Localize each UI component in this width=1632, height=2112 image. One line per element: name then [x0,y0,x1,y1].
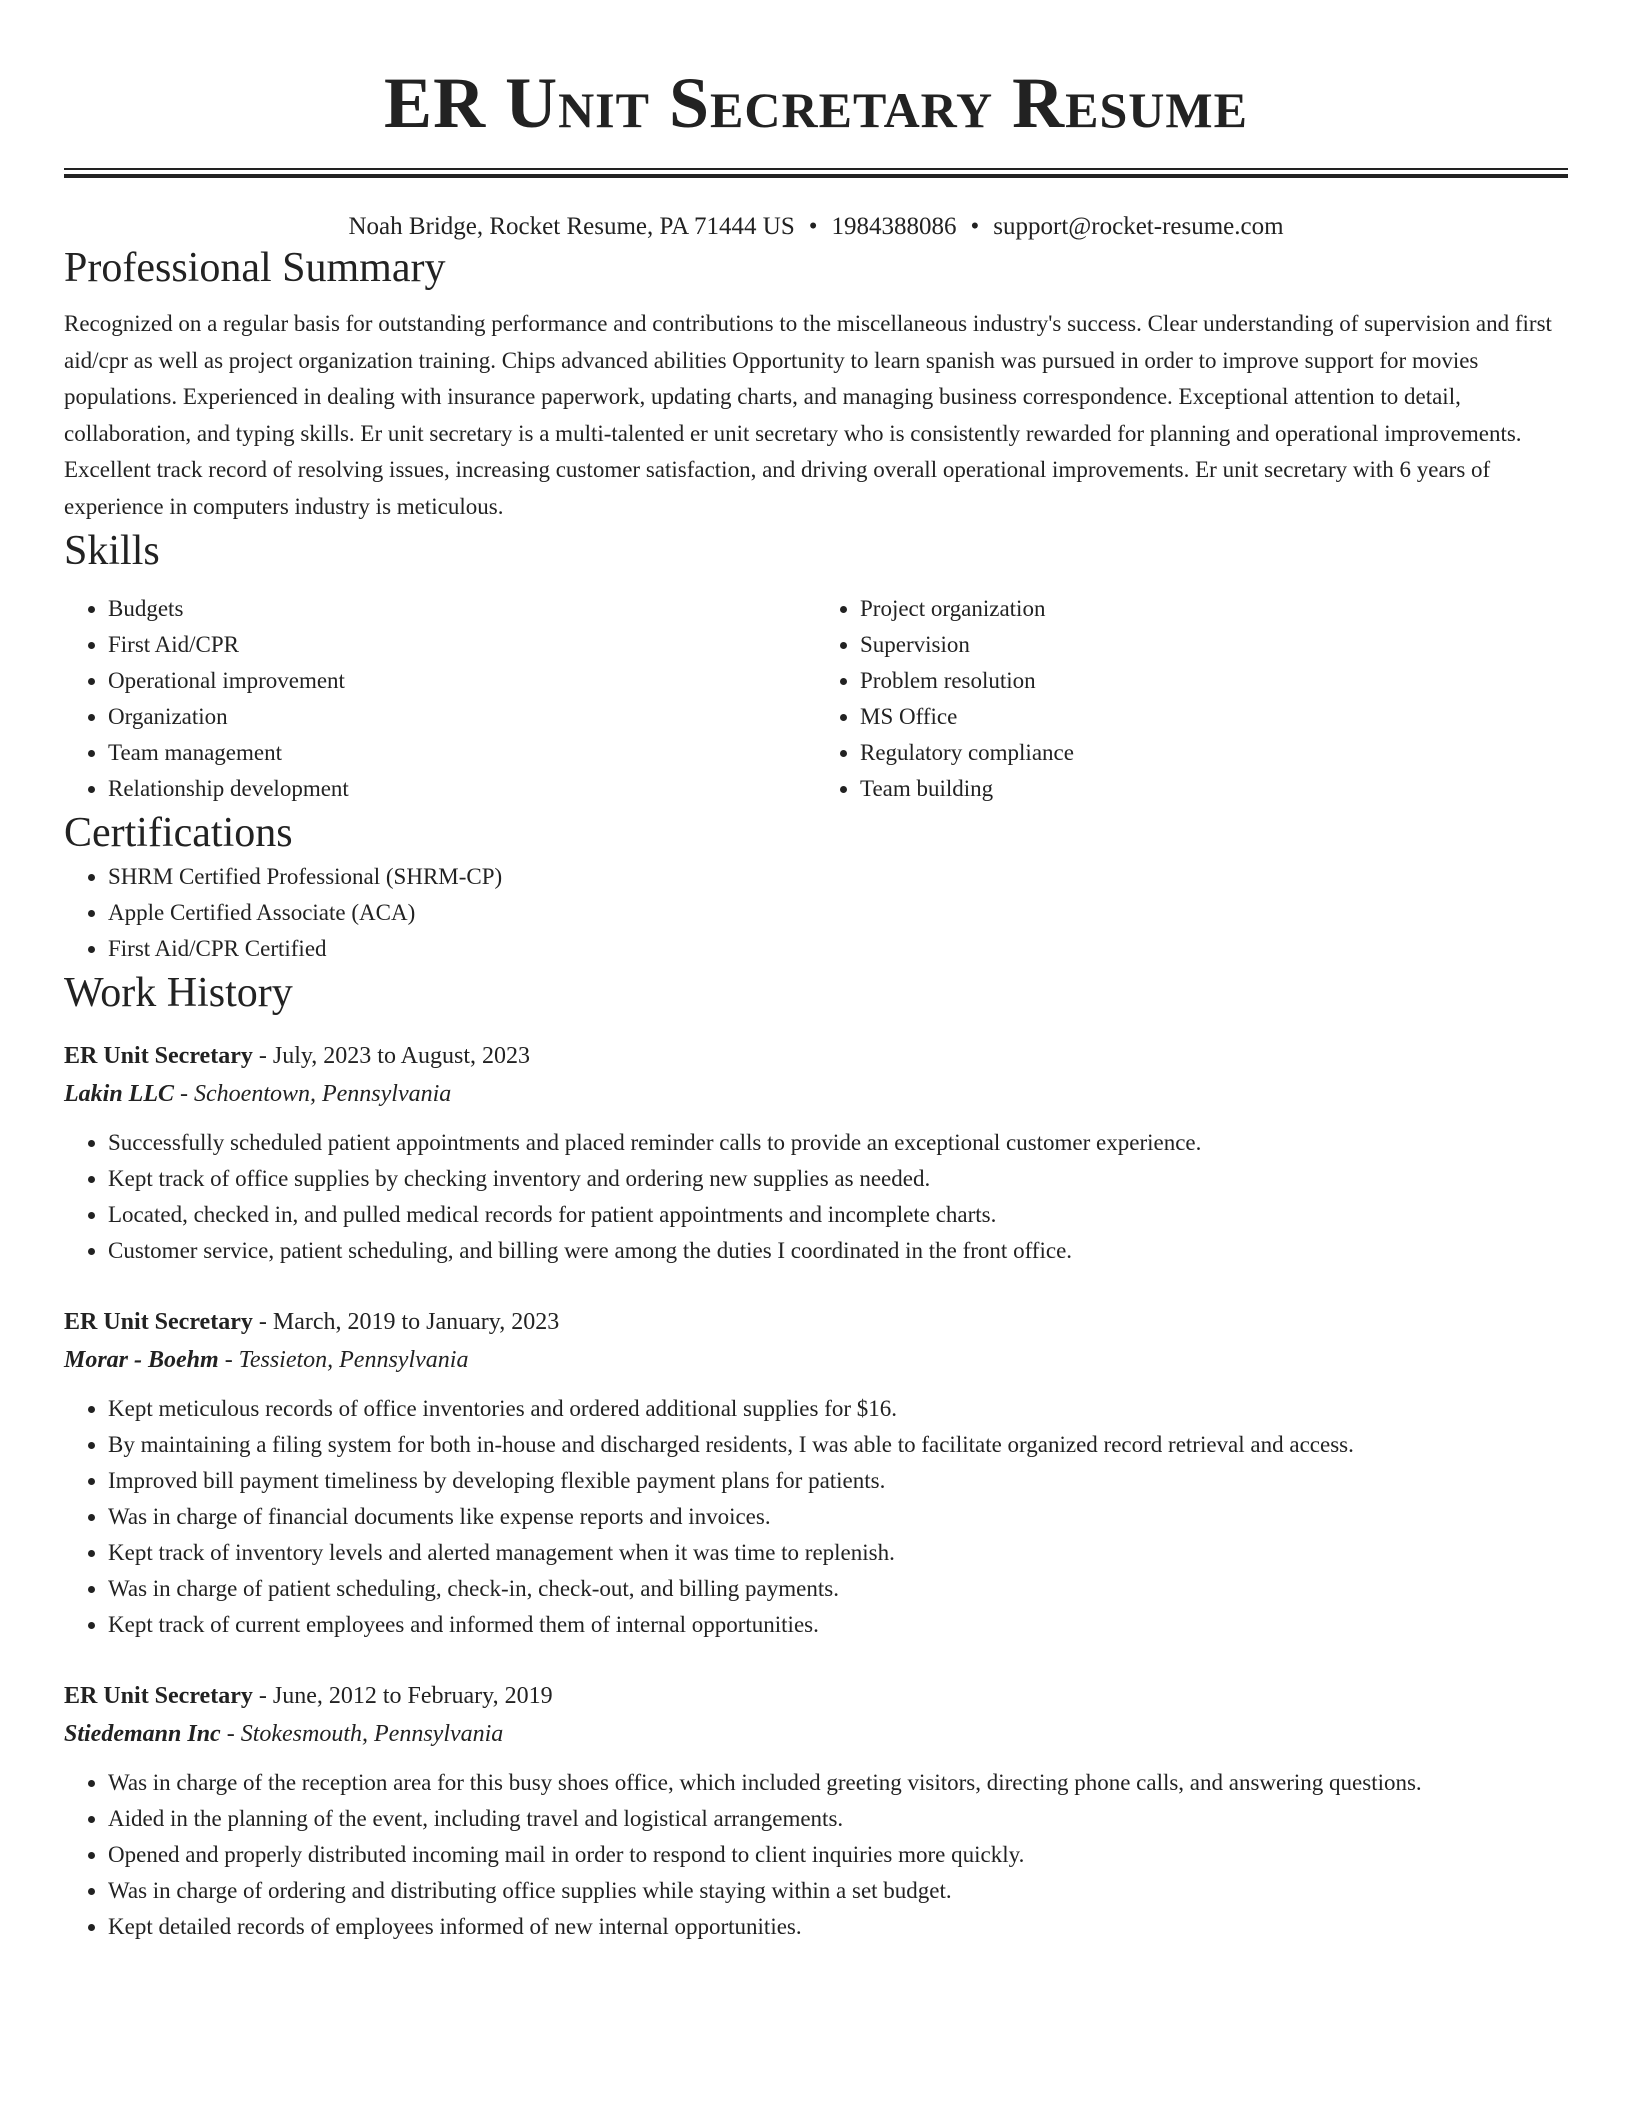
contact-line [64,212,1568,242]
skill-item: • Operational improvement [108,663,816,699]
job-title-line [64,1303,1568,1341]
certification-item: • Apple Certified Associate (ACA) [108,895,1568,931]
certifications-list [64,859,1568,967]
job-dates: - March, 2019 to January, 2023 [252,1309,560,1335]
company-location: - Schoentown, Pennsylvania [174,1081,452,1107]
job-bullet: • Was in charge of patient scheduling, check-in, check-out, and billing payments. [108,1571,1568,1607]
job-bullet: • Kept track of inventory levels and alerted management when it was time to replenish. [108,1535,1568,1571]
company-line [64,1341,1568,1379]
job-bullet: • Kept detailed records of employees informed of new internal opportunities. [108,1909,1568,1945]
skill-item: • MS Office [860,699,1568,735]
skills-list-right [816,591,1568,807]
job-bullets [64,1765,1568,1945]
summary-text: Recognized on a regular basis for outstanding performance and contributions to the miscellaneous industry's success. Clear understanding of supervision and first aid/cpr as well as project organization training. Chips advanced abilities Opportunity to learn spanish was pursued in order to improve support for movies populations. Experienced in dealing with insurance paperwork, updating charts, and managing business correspondence. Exceptional attention to detail, collaboration, and typing skills. Er unit secretary is a multi-talented er unit secretary who is consistently rewarded for planning and operational improvements. Excellent track record of resolving issues, increasing customer satisfaction, and driving overall operational improvements. Er unit secretary with 6 years of experience in computers industry is meticulous. [64,311,1552,519]
skill-item: • Team building [860,771,1568,807]
job-title: ER Unit Secretary [64,1683,253,1709]
skill-item: • Project organization [860,591,1568,627]
skill-item: • Regulatory compliance [860,735,1568,771]
job-bullet: • Opened and properly distributed incoming mail in order to respond to client inquiries more quickly. [108,1837,1568,1873]
skill-item: • First Aid/CPR [108,627,816,663]
skills-list-left [64,591,816,807]
certifications-heading: Certifications [64,810,293,856]
job-bullet: • Successfully scheduled patient appointments and placed reminder calls to provide an exceptional customer experience. [108,1125,1568,1161]
job-bullet: • Aided in the planning of the event, including travel and logistical arrangements. [108,1801,1568,1837]
job-bullet: • Customer service, patient scheduling, and billing were among the duties I coordinated in the front office. [108,1233,1568,1269]
company-line [64,1715,1568,1753]
job-bullet: • Was in charge of ordering and distributing office supplies while staying within a set budget. [108,1873,1568,1909]
job-entry [64,1677,1568,1945]
skill-item: • Budgets [108,591,816,627]
job-bullet: • Kept meticulous records of office inventories and ordered additional supplies for $16. [108,1391,1568,1427]
company-name: Stiedemann Inc [64,1721,221,1747]
contact-separator: • [970,213,980,240]
job-bullet: • Was in charge of financial documents like expense reports and invoices. [108,1499,1568,1535]
job-bullet: • Improved bill payment timeliness by developing flexible payment plans for patients. [108,1463,1568,1499]
job-entry [64,1037,1568,1269]
skill-item: • Team management [108,735,816,771]
title-divider [64,168,1568,178]
certification-item: • SHRM Certified Professional (SHRM-CP) [108,859,1568,895]
summary-heading: Professional Summary [64,245,446,291]
contact-phone: 1984388086 [831,213,957,240]
job-dates: - June, 2012 to February, 2019 [252,1683,553,1709]
job-bullet: • Was in charge of the reception area for this busy shoes office, which included greeting visitors, directing phone calls, and answering questions. [108,1765,1568,1801]
company-location: - Tessieton, Pennsylvania [218,1347,469,1373]
skill-item: • Organization [108,699,816,735]
job-bullet: • Kept track of office supplies by checking inventory and ordering new supplies as needed. [108,1161,1568,1197]
job-title-line [64,1037,1568,1075]
company-name: Lakin LLC [64,1081,175,1107]
contact-address: Noah Bridge, Rocket Resume, PA 71444 US [348,213,795,240]
job-title-line [64,1677,1568,1715]
skills-columns [64,591,1568,807]
job-entry [64,1303,1568,1643]
job-bullet: • Kept track of current employees and informed them of internal opportunities. [108,1607,1568,1643]
skill-item: • Relationship development [108,771,816,807]
contact-email: support@rocket-resume.com [993,213,1284,240]
company-line [64,1075,1568,1113]
skill-item: • Supervision [860,627,1568,663]
job-title: ER Unit Secretary [64,1309,253,1335]
resume-title: ER Unit Secretary Resume [384,63,1248,143]
company-name: Morar - Boehm [64,1347,219,1373]
job-bullets [64,1391,1568,1643]
job-title: ER Unit Secretary [64,1043,253,1069]
job-bullet: • Located, checked in, and pulled medical records for patient appointments and incomplete charts. [108,1197,1568,1233]
job-dates: - July, 2023 to August, 2023 [252,1043,530,1069]
work-history-heading: Work History [64,970,293,1016]
company-location: - Stokesmouth, Pennsylvania [220,1721,504,1747]
job-bullets [64,1125,1568,1269]
job-bullet: • By maintaining a filing system for both in-house and discharged residents, I was able to facilitate organized record retrieval and access. [108,1427,1568,1463]
skill-item: • Problem resolution [860,663,1568,699]
contact-separator: • [808,213,818,240]
skills-heading: Skills [64,528,160,574]
certification-item: • First Aid/CPR Certified [108,931,1568,967]
